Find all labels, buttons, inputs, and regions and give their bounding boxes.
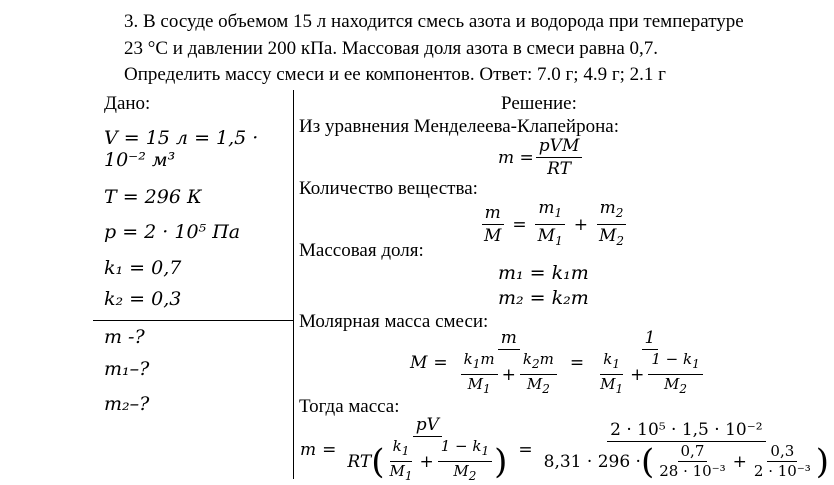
equation-mendeleev xyxy=(498,136,584,179)
eq-final-symbolic-fraction: pV RT ( $\frac{k_1}{M_1}$ + $\frac{1 - k_1}{M_2}$ ) xyxy=(347,415,508,483)
solution-step-molar-mass: Молярная масса смеси: xyxy=(299,311,489,332)
eq-final-f1-num: 0,7 xyxy=(678,443,708,462)
find-mass-1: m₁–? xyxy=(104,358,150,380)
eq-molar-second-fraction: 1 $\frac{k_1}{M_1}$ + $\frac{1 - k_1}{M_2}$ xyxy=(592,328,708,398)
solution-step-mendeleev: Из уравнения Менделеева-Клапейрона: xyxy=(299,116,619,137)
eq-mendeleev-fraction xyxy=(536,136,583,179)
eq-mendeleev-numerator: pVM xyxy=(536,136,583,158)
eq-final-numeric-den-prefix: 8,31 · 296 · xyxy=(543,451,641,472)
equation-mass-m1: m₁ = k₁m xyxy=(498,262,589,284)
given-k1: k₁ = 0,7 xyxy=(104,257,182,279)
find-mass: m -? xyxy=(104,326,145,348)
eq-final-numeric-numerator: 2 · 10⁵ · 1,5 · 10⁻² xyxy=(607,420,765,442)
solution-step-mass: Тогда масса: xyxy=(299,396,400,417)
equation-final-mass: m = pV RT ( $\frac{k_1}{M_1}$ + $\frac{1 - k_1}{M_2}$ ) = 2 · 10⁵ · 1,5 · 10⁻² 8,31 · 296 · ( $\frac{0,7}{\text{28 · 10⁻³}}$ + $\frac{0,3}{\text{2 · 10⁻³}}$ ) xyxy=(300,415,834,485)
eq-molar-first-fraction: m $\frac{k_1m}{M_1}$ + $\frac{k_2m}{M_2}$ xyxy=(456,328,562,398)
equation-molar-mass: M = m $\frac{k_1m}{M_1}$ + $\frac{k_2m}{M_2}$ = 1 $\frac{k_1}{M_1}$ + $\frac{1 - k_1}{M_2}$ xyxy=(410,328,710,398)
given-find-divider xyxy=(93,320,293,321)
solution-step-mass-fraction: Массовая доля: xyxy=(299,240,424,261)
eq-amount-term1: $\frac{m_1}{M_1}$ xyxy=(535,198,566,251)
problem-line-3: Определить массу смеси и ее компонентов. Ответ: 7.0 г; 4.9 г; 2.1 г xyxy=(124,64,666,85)
eq-final-numeric-fraction: 2 · 10⁵ · 1,5 · 10⁻² 8,31 · 296 · ( $\frac{0,7}{\text{28 · 10⁻³}}$ + $\frac{0,3}{\text{2 · 10⁻³}}$ ) xyxy=(543,420,830,482)
solution-header: Решение: xyxy=(501,93,577,114)
eq-final-f1-den: 28 · 10⁻³ xyxy=(659,462,726,480)
problem-statement xyxy=(124,9,804,89)
eq-mendeleev-denominator: RT xyxy=(547,159,571,179)
eq-final-f2-den: 2 · 10⁻³ xyxy=(753,462,811,480)
column-divider xyxy=(293,90,294,479)
given-header: Дано: xyxy=(104,93,151,114)
given-volume-line-1: V = 15 л = 1,5 · xyxy=(104,127,259,149)
solution-step-amount: Количество вещества: xyxy=(299,178,478,199)
problem-line-2: 23 °С и давлении 200 кПа. Массовая доля азота в смеси равна 0,7. xyxy=(124,37,659,59)
problem-line-1: 3. В сосуде объемом 15 л находится смесь азота и водорода при температуре xyxy=(124,11,744,32)
eq-amount-term2: $\frac{m_2}{M_2}$ xyxy=(596,198,627,251)
given-temperature: T = 296 К xyxy=(104,186,202,208)
eq-mendeleev-lhs: m = xyxy=(498,147,534,168)
equation-mass-m2: m₂ = k₂m xyxy=(498,287,589,309)
eq-amount-lhs-fraction: $\frac{m}{M}$ xyxy=(481,203,504,246)
equation-amount: $\frac{m}{M}$ = $\frac{m_1}{M_1}$ + $\frac{m_2}{M_2}$ xyxy=(479,198,629,251)
eq-final-f2-num: 0,3 xyxy=(767,443,797,462)
find-mass-2: m₂–? xyxy=(104,393,150,415)
given-solution-table xyxy=(93,90,830,483)
given-pressure: p = 2 · 10⁵ Па xyxy=(104,221,241,243)
given-volume-line-2: 10⁻² м³ xyxy=(104,149,176,171)
given-k2: k₂ = 0,3 xyxy=(104,288,182,310)
